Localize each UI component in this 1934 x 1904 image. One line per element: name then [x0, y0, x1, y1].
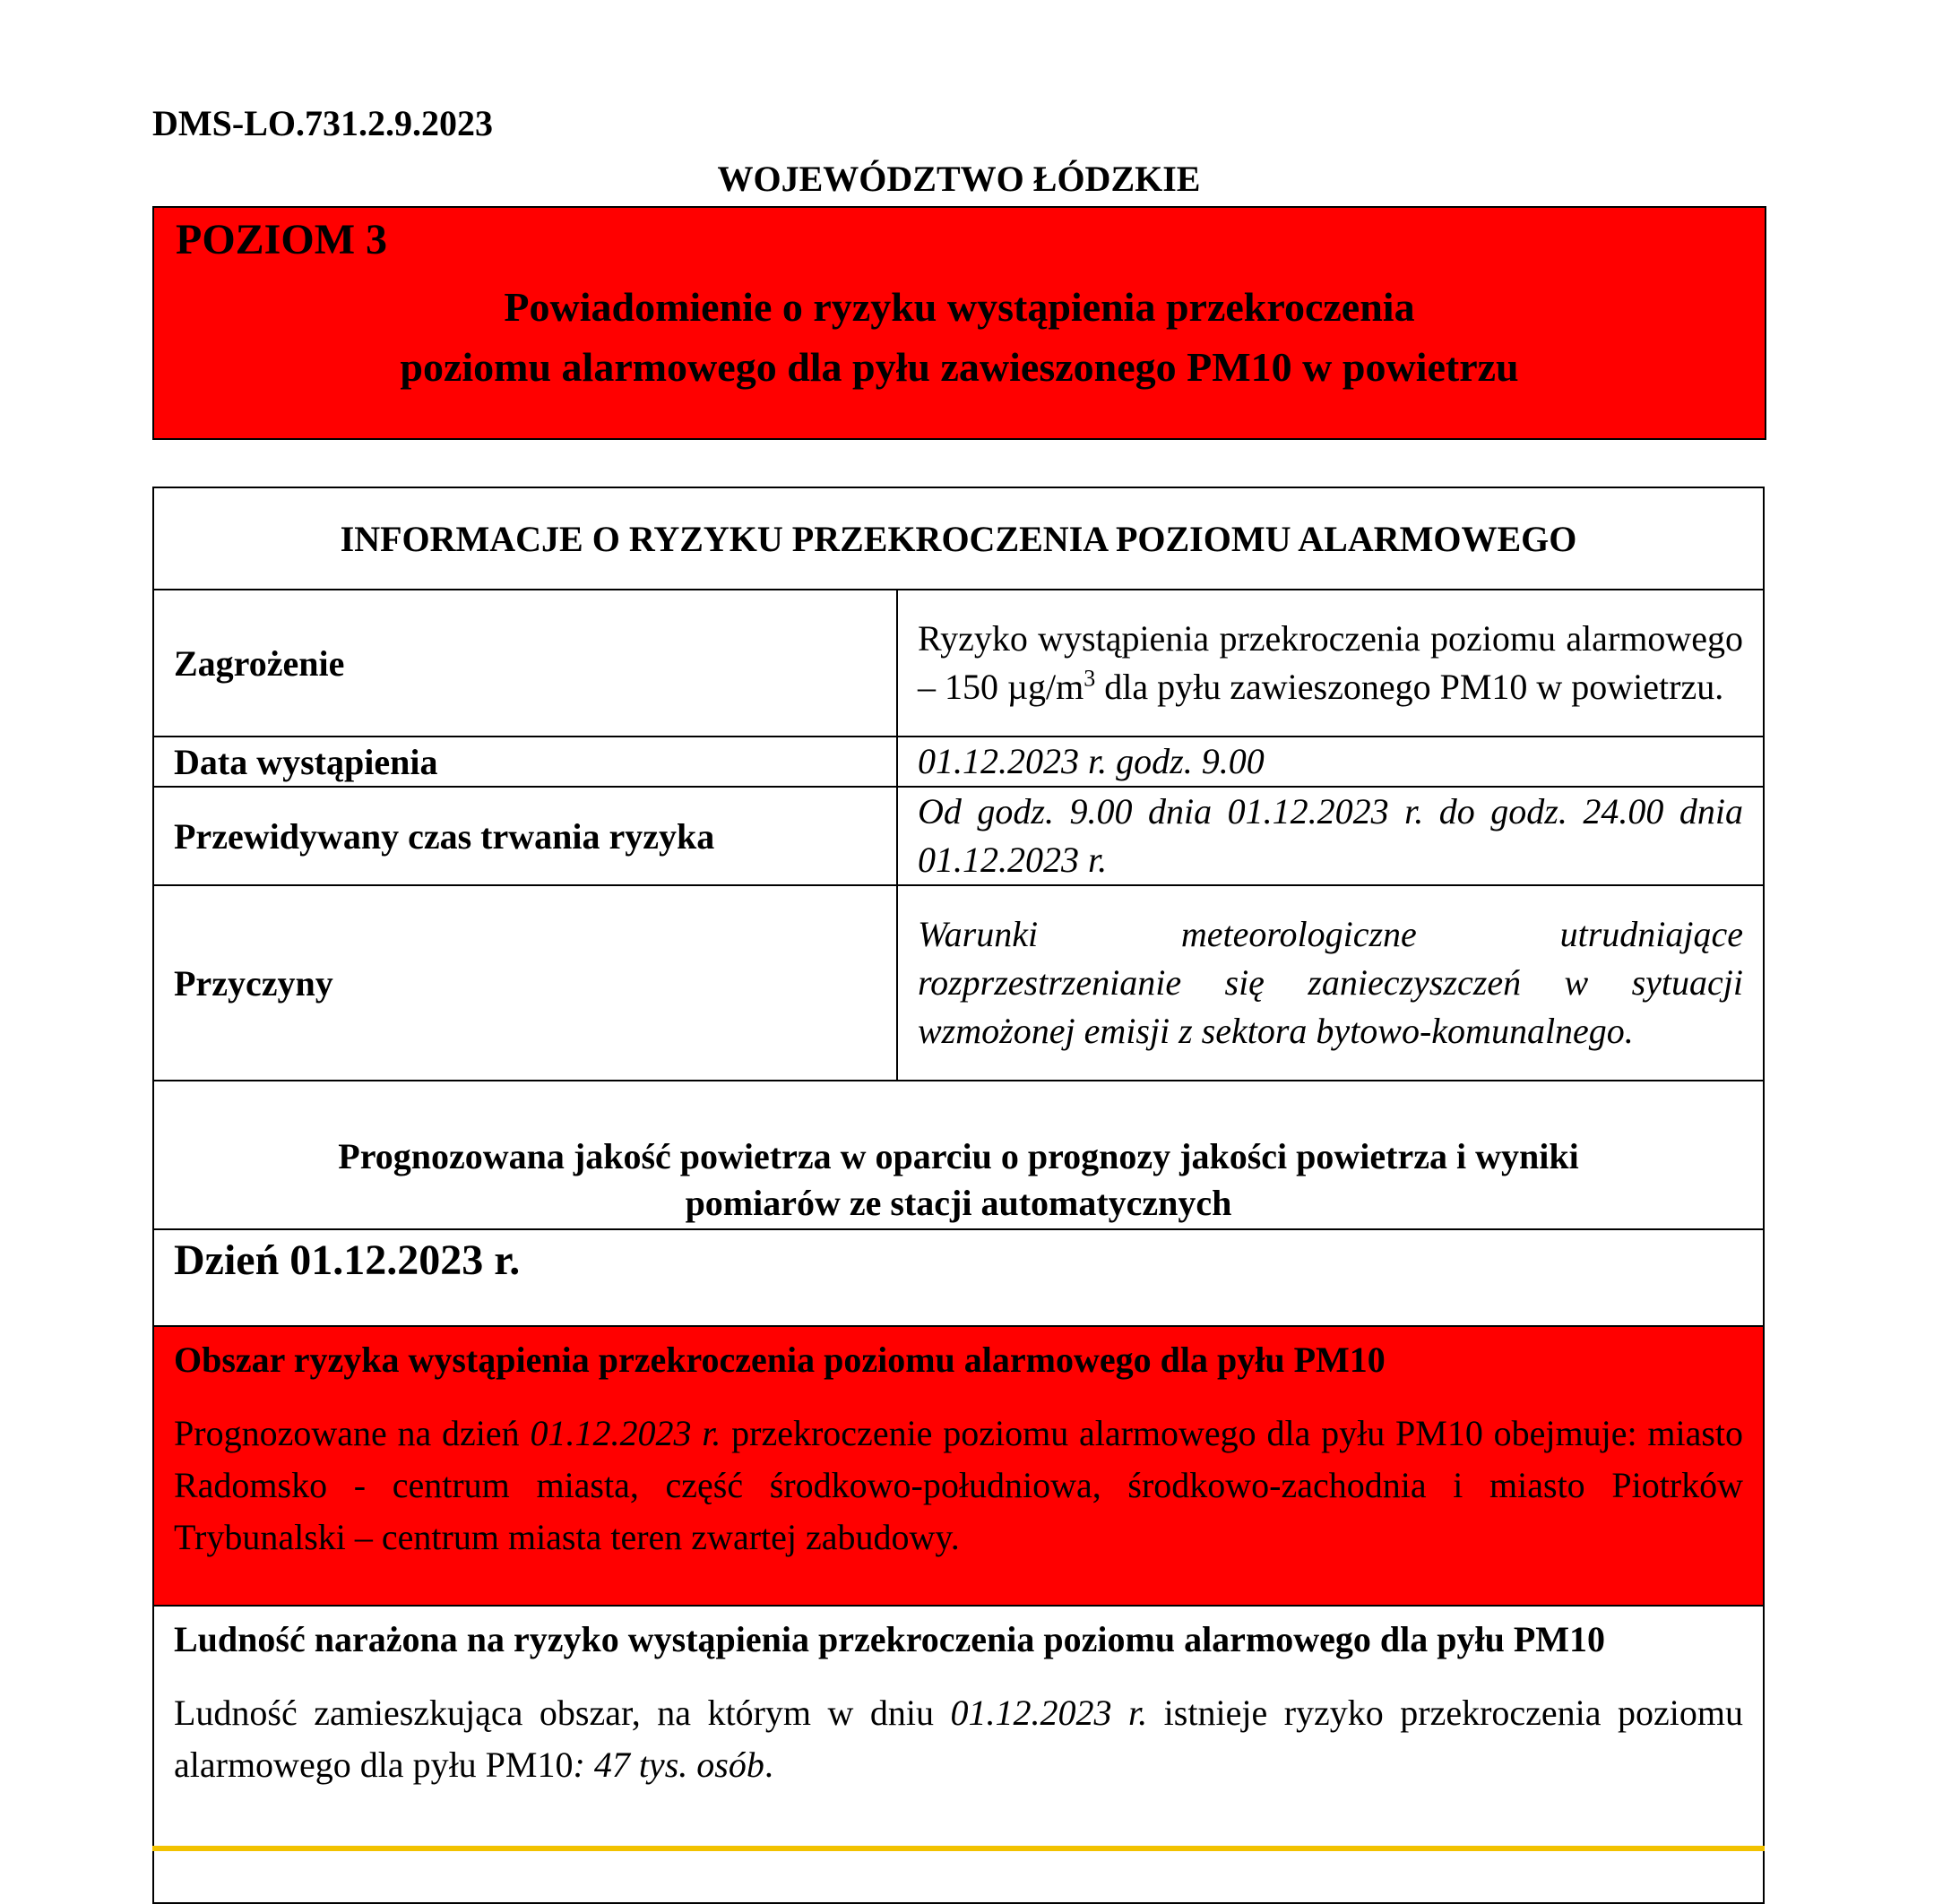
table-header: INFORMACJE O RYZYKU PRZEKROCZENIA POZIOMU ALARMOWEGO	[153, 487, 1764, 590]
causes-label: Przyczyny	[153, 885, 897, 1081]
alert-heading-line-2: poziomu alarmowego dla pyłu zawieszonego PM10 w powietrzu	[400, 343, 1519, 390]
population-count: : 47 tys. osób	[573, 1745, 764, 1785]
risk-area-section	[153, 1326, 1764, 1606]
threat-label: Zagrożenie	[153, 590, 897, 737]
risk-area-date: 01.12.2023 r.	[530, 1413, 721, 1453]
alert-heading	[154, 278, 1765, 397]
risk-area-text-end: przekroczenie poziomu alarmowego dla pyłu PM10 obejmuje: miasto Radomsko - centrum miasta, część środkowo-południowa, środkowo-zachodnia i miasto Piotrków Trybunalski – centrum miasta teren zwartej zabudowy.	[174, 1413, 1744, 1557]
alert-level-box	[152, 206, 1766, 440]
exposed-population-section	[153, 1606, 1764, 1903]
risk-area-text-start: Prognozowane na dzień	[174, 1413, 531, 1453]
threat-value-text: Ryzyko wystąpienia przekroczenia poziomu alarmowego – 150 µg/m	[918, 618, 1744, 707]
alert-heading-line-1: Powiadomienie o ryzyku wystąpienia przekroczenia	[504, 284, 1415, 330]
population-text	[174, 1687, 1743, 1791]
threat-value	[897, 590, 1764, 737]
document-reference-number: DMS-LO.731.2.9.2023	[152, 103, 493, 143]
expected-duration-label: Przewidywany czas trwania ryzyka	[153, 787, 897, 885]
occurrence-date-value: 01.12.2023 r. godz. 9.00	[897, 737, 1764, 787]
population-text-start: Ludność zamieszkująca obszar, na którym w dniu	[174, 1693, 951, 1733]
table-row-threat	[153, 590, 1764, 737]
threat-value-text-end: dla pyłu zawieszonego PM10 w powietrzu.	[1095, 667, 1724, 707]
forecast-heading	[153, 1081, 1764, 1229]
forecast-heading-line-1: Prognozowana jakość powietrza w oparciu o prognozy jakości powietrza i wyniki	[338, 1136, 1579, 1176]
table-row-expected-duration	[153, 787, 1764, 885]
next-section-accent-line	[152, 1846, 1765, 1851]
table-row-occurrence-date	[153, 737, 1764, 787]
population-text-end: .	[764, 1745, 773, 1785]
unit-superscript: 3	[1084, 665, 1096, 692]
risk-area-text	[174, 1408, 1743, 1564]
risk-information-table	[152, 487, 1765, 1904]
population-text-middle: istnieje ryzyko przekroczenia poziomu alarmowego dla pyłu PM10	[174, 1693, 1744, 1785]
risk-area-title: Obszar ryzyka wystąpienia przekroczenia poziomu alarmowego dla pyłu PM10	[174, 1340, 1386, 1380]
occurrence-date-label: Data wystąpienia	[153, 737, 897, 787]
region-title: WOJEWÓDZTWO ŁÓDZKIE	[717, 159, 1201, 199]
table-row-causes	[153, 885, 1764, 1081]
causes-value: Warunki meteorologiczne utrudniające rozprzestrzenianie się zanieczyszczeń w sytuacji wzmożonej emisji z sektora bytowo-komunalnego.	[897, 885, 1764, 1081]
population-title: Ludność narażona na ryzyko wystąpienia przekroczenia poziomu alarmowego dla pyłu PM10	[174, 1619, 1606, 1659]
population-date: 01.12.2023 r.	[950, 1693, 1148, 1733]
alert-level-label: POZIOM 3	[176, 216, 387, 263]
forecast-heading-line-2: pomiarów ze stacji automatycznych	[685, 1183, 1232, 1223]
forecast-day-label: Dzień 01.12.2023 r.	[153, 1229, 1764, 1326]
expected-duration-value: Od godz. 9.00 dnia 01.12.2023 r. do godz. 24.00 dnia 01.12.2023 r.	[897, 787, 1764, 885]
